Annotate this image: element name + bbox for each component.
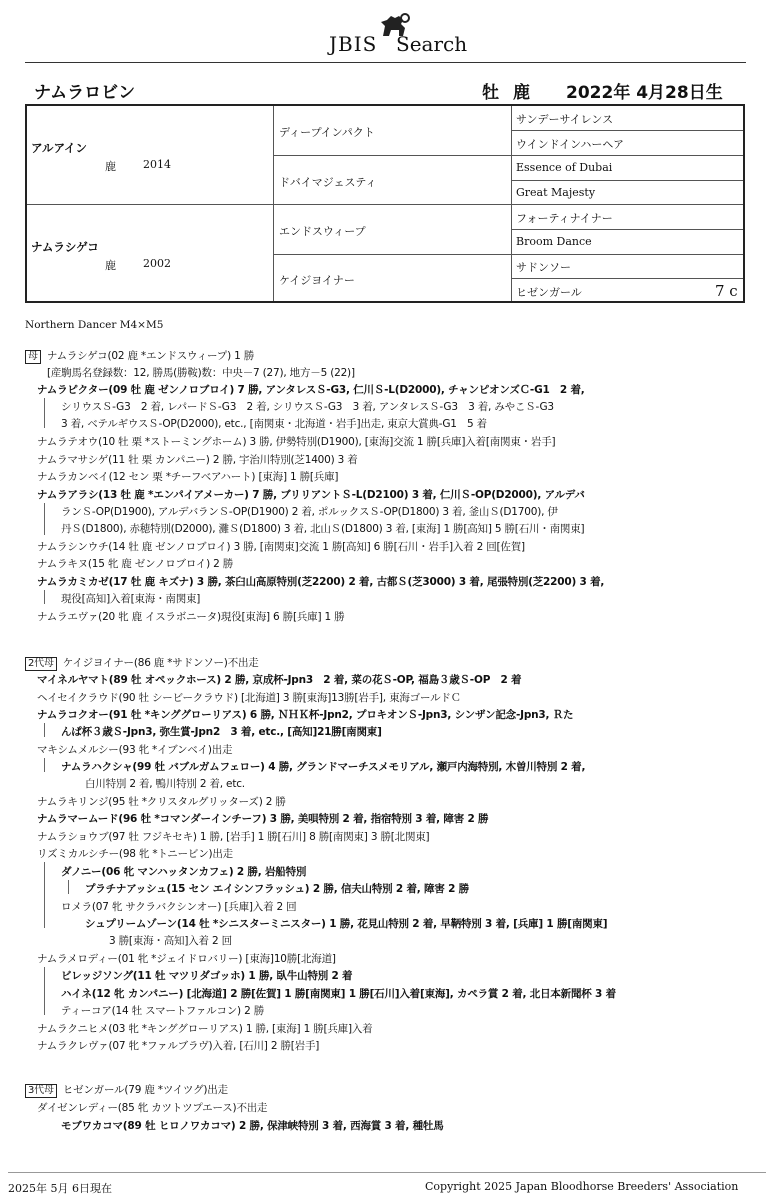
record-line: リズミカルシチー(98 牝 *トニービン)出走 bbox=[37, 848, 233, 860]
record-line: ナムラハクシャ(99 牡 バブルガムフェロー) 4 勝, グランドマーチスメモリアル, 瀬戸内海特別, 木曽川特別 2 着, bbox=[61, 761, 586, 773]
record-line: ハイネ(12 牝 カンパニー) [北海道] 2 勝[佐賀] 1 勝[南関東] 1 勝[石川]入着[東海], カペラ賞 2 着, 北日本新聞杯 3 着 bbox=[61, 988, 616, 1000]
dam-year: 2002 bbox=[143, 257, 171, 270]
horse-name: ナムラロビン bbox=[34, 83, 136, 103]
record-line: 3代母 ヒゼンガール(79 鹿 *ツイツグ)出走 bbox=[25, 1082, 228, 1098]
gen3-2: ウインドインハーヘア bbox=[516, 138, 625, 151]
record-line: シュプリームゾーン(14 牡 *シニスターミニスター) 1 勝, 花見山特別 2 着, 早鞆特別 3 着, [兵庫] 1 勝[南関東] bbox=[85, 918, 608, 930]
record-line: ナムラシンウチ(14 牡 鹿 ゼンノロブロイ) 3 勝, [南関東]交流 1 勝[高知] 6 勝[石川・岩手]入着 2 回[佐賀] bbox=[37, 541, 525, 553]
horse-color: 鹿 bbox=[513, 83, 530, 103]
record-line: 丹Ｓ(D1800), 赤穂特別(D2000), 灘Ｓ(D1800) 3 着, 北山Ｓ(D1800) 3 着, [東海] 1 勝[高知] 5 勝[石川・南関東] bbox=[61, 523, 585, 535]
gen2-dam-dam: ケイジヨイナー bbox=[279, 274, 355, 287]
record-line: マイネルヤマト(89 牡 オペックホース) 2 勝, 京成杯-Jpn3 2 着, 菜の花Ｓ-OP, 福島３歳Ｓ-OP 2 着 bbox=[37, 674, 522, 686]
record-line: ナムラマサシゲ(11 牡 栗 カンパニー) 2 勝, 宇治川特別(芝1400) 3 着 bbox=[37, 454, 358, 466]
record-line: 母 ナムラシゲコ(02 鹿 *エンドスウィープ) 1 勝 bbox=[25, 348, 254, 364]
record-line: マキシムメルシー(93 牝 *イブンベイ)出走 bbox=[37, 744, 233, 756]
record-line: [産駒馬名登録数：12, 勝馬(勝鞍)数：中央－7 (27), 地方－5 (22)] bbox=[47, 367, 355, 379]
record-line: ヘイセイクラウド(90 牡 シービークラウド) [北海道] 3 勝[東海]13勝[岩手], 東海ゴールドＣ bbox=[37, 692, 461, 704]
gen3-5: フォーティナイナー bbox=[516, 212, 613, 225]
record-line: モブワカコマ(89 牡 ヒロノワカコマ) 2 勝, 保津峡特別 3 着, 西海賞 3 着, 種牡馬 bbox=[61, 1120, 444, 1132]
record-line: ダノニー(06 牝 マンハッタンカフェ) 2 勝, 岩船特別 bbox=[61, 866, 307, 878]
record-line: ナムラカミカゼ(17 牡 鹿 キズナ) 3 勝, 茶臼山高原特別(芝2200) 2 着, 古都Ｓ(芝3000) 3 着, 尾張特別(芝2200) 3 着, bbox=[37, 576, 605, 588]
record-line: シリウスＳ-G3 2 着, レパードＳ-G3 2 着, シリウスＳ-G3 3 着, アンタレスＳ-G3 3 着, みやこＳ-G3 bbox=[61, 401, 554, 413]
record-line: ランＳ-OP(D1900), アルデバランＳ-OP(D1900) 2 着, ポルックスＳ-OP(D1800) 3 着, 釜山Ｓ(D1700), 伊 bbox=[61, 506, 558, 518]
record-line: ナムラコクオー(91 牡 *キンググローリアス) 6 勝, ＮＨＫ杯-Jpn2, プロキオンＳ-Jpn3, シンザン記念-Jpn3, Ｒた bbox=[37, 709, 574, 721]
record-line: 3 着, ベテルギウスＳ-OP(D2000), etc., [南関東・北海道・岩手]出走, 東京大賞典-G1 5 着 bbox=[61, 418, 487, 430]
gen2-dam-sire: エンドスウィープ bbox=[279, 225, 366, 238]
record-line: ナムラクニヒメ(03 牝 *キンググローリアス) 1 勝, [東海] 1 勝[兵庫]入着 bbox=[37, 1023, 373, 1035]
record-line: ナムラピクター(09 牡 鹿 ゼンノロブロイ) 7 勝, アンタレスＳ-G3, 仁川Ｓ-L(D2000), チャンピオンズＣ-G1 2 着, bbox=[37, 384, 585, 396]
record-line: 白川特別 2 着, 鴨川特別 2 着, etc. bbox=[85, 778, 245, 790]
record-line: ナムラエヴァ(20 牝 鹿 イスラボニータ)現役[東海] 6 勝[兵庫] 1 勝 bbox=[37, 611, 345, 623]
sire-name: アルアイン bbox=[31, 141, 88, 155]
record-line: ナムラメロディー(01 牝 *ジェイドロバリー) [東海]10勝[北海道] bbox=[37, 953, 336, 965]
record-line: ロメラ(07 牝 サクラバクシンオー) [兵庫]入着 2 回 bbox=[61, 901, 297, 913]
gen3-8: ヒゼンガール bbox=[516, 286, 582, 299]
jbis-logo[interactable] bbox=[329, 12, 468, 56]
record-line: ナムラクレヴァ(07 牝 *ファルブラヴ)入着, [石川] 2 勝[岩手] bbox=[37, 1040, 320, 1052]
gen3-7: サドンソー bbox=[516, 261, 571, 274]
record-line: ナムラマームード(96 牡 *コマンダーインチーフ) 3 勝, 美唄特別 2 着, 指宿特別 3 着, 障害 2 勝 bbox=[37, 813, 489, 825]
gen2-sire-sire: ディープインパクト bbox=[279, 126, 375, 139]
record-line: んぱ杯３歳Ｓ-Jpn3, 弥生賞-Jpn2 3 着, etc., [高知]21勝[南関東] bbox=[61, 726, 382, 738]
gen3-1: サンデーサイレンス bbox=[516, 113, 614, 126]
footer-divider bbox=[8, 1172, 766, 1173]
record-line: ダイゼンレディー(85 牝 カツトツプエース)不出走 bbox=[37, 1102, 268, 1114]
gen3-6: Broom Dance bbox=[516, 235, 592, 248]
record-line: ナムラカンベイ(12 セン 栗 *チーフベアハート) [東海] 1 勝[兵庫] bbox=[37, 471, 339, 483]
record-line: ナムラキヌ(15 牝 鹿 ゼンノロブロイ) 2 勝 bbox=[37, 558, 234, 570]
record-line: 3 勝[東海・高知]入着 2 回 bbox=[109, 935, 232, 947]
pedigree-table bbox=[25, 104, 745, 303]
logo-brand: JBIS bbox=[329, 32, 378, 56]
section-tag-dam3: 3代母 bbox=[25, 1084, 57, 1098]
dam-color: 鹿 bbox=[105, 259, 116, 272]
family-number: 7 c bbox=[715, 282, 738, 300]
logo-suffix: Search bbox=[396, 32, 468, 56]
copyright: Copyright 2025 Japan Bloodhorse Breeders' Association bbox=[425, 1180, 739, 1193]
header-divider bbox=[25, 62, 746, 63]
gen2-sire-dam: ドバイマジェスティ bbox=[279, 176, 377, 189]
sire-year: 2014 bbox=[143, 158, 171, 171]
record-line: プラチナアッシュ(15 セン エイシンフラッシュ) 2 勝, 信夫山特別 2 着, 障害 2 勝 bbox=[85, 883, 469, 895]
record-line: ナムラテオウ(10 牡 栗 *ストーミングホーム) 3 勝, 伊勢特別(D1900), [東海]交流 1 勝[兵庫]入着[南関東・岩手] bbox=[37, 436, 556, 448]
inbreeding: Northern Dancer M4×M5 bbox=[25, 319, 164, 331]
gen3-3: Essence of Dubai bbox=[516, 161, 613, 174]
record-line: ナムラショウブ(97 牡 フジキセキ) 1 勝, [岩手] 1 勝[石川] 8 勝[南関東] 3 勝[北関東] bbox=[37, 831, 430, 843]
gen3-4: Great Majesty bbox=[516, 186, 596, 199]
sire-color: 鹿 bbox=[105, 160, 116, 173]
record-line: ナムラキリンジ(95 牡 *クリスタルグリッターズ) 2 勝 bbox=[37, 796, 286, 808]
section-tag-dam2: 2代母 bbox=[25, 657, 57, 671]
record-line: ビレッジソング(11 牡 マツリダゴッホ) 1 勝, 臥牛山特別 2 着 bbox=[61, 970, 353, 982]
dam-name: ナムラシゲコ bbox=[31, 240, 99, 254]
horse-birth: 2022年 4月28日生 bbox=[566, 83, 723, 103]
record-line: 2代母 ケイジヨイナー(86 鹿 *サドンソー)不出走 bbox=[25, 655, 259, 671]
section-tag-dam: 母 bbox=[25, 350, 41, 364]
record-line: ティーコア(14 牡 スマートファルコン) 2 勝 bbox=[61, 1005, 265, 1017]
record-line: 現役[高知]入着[東海・南関東] bbox=[61, 593, 201, 605]
as-of-date: 2025年 5月 6日現在 bbox=[8, 1182, 112, 1195]
horse-sex: 牡 bbox=[482, 83, 499, 103]
record-line: ナムラアラシ(13 牡 鹿 *エンパイアメーカー) 7 勝, ブリリアントＳ-L(D2100) 3 着, 仁川Ｓ-OP(D2000), アルデバ bbox=[37, 489, 585, 501]
